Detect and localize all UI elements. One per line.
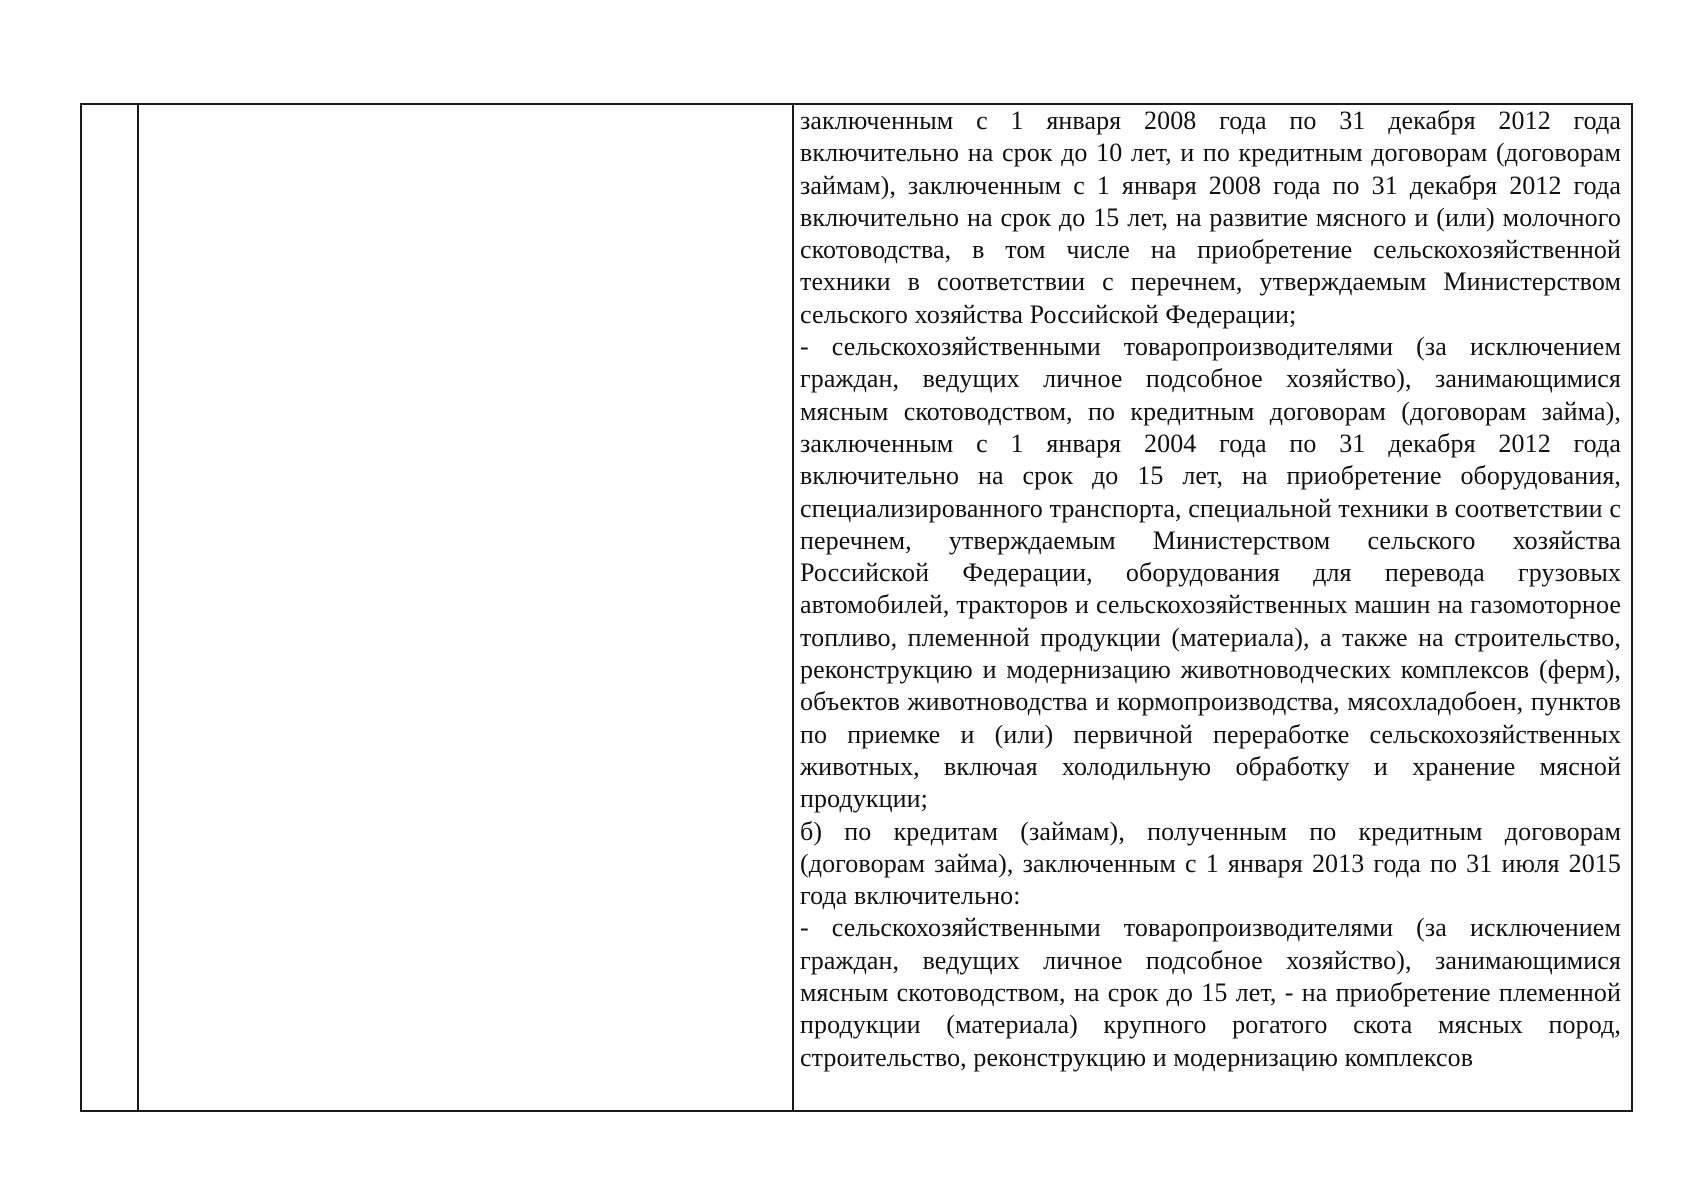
paragraph: б) по кредитам (займам), полученным по кредитным договорам (договорам займа), заключенным с 1 января 2013 года по 31 июля 2015 года включительно:: [800, 816, 1621, 911]
column-divider-1: [137, 105, 139, 1110]
paragraph: - сельскохозяйственными товаропроизводителями (за исключением граждан, ведущих личное подсобное хозяйство), занимающимися мясным скотоводством, по кредитным договорам (договорам займа), заключенным с 1 января 2004 года по 31 декабря 2012 года включительно на срок до 15 лет, на приобретение оборудования, специализированного транспорта, специальной техники в соответствии с перечнем, утверждаемым Министерством сельского хозяйства Российской Федерации, оборудования для перевода грузовых автомобилей, тракторов и сельскохозяйственных машин на газомоторное топливо, племенной продукции (материала), а также на строительство, реконструкцию и модернизацию животноводческих комплексов (ферм), объектов животноводства и кормопроизводства, мясохладобоен, пунктов по приемке и (или) первичной переработке сельскохозяйственных животных, включая холодильную обработку и хранение мясной продукции;: [800, 332, 1621, 814]
paragraph: заключенным с 1 января 2008 года по 31 декабря 2012 года включительно на срок до 10 лет, и по кредитным договорам (договорам займам), заключенным с 1 января 2008 года по 31 декабря 2012 года включительно на срок до 15 лет, на развитие мясного и (или) молочного скотоводства, в том числе на приобретение сельскохозяйственной техники в соответствии с перечнем, утверждаемым Министерством сельского хозяйства Российской Федерации;: [800, 106, 1621, 329]
document-table: [80, 103, 1633, 1112]
paragraph: - сельскохозяйственными товаропроизводителями (за исключением граждан, ведущих личное подсобное хозяйство), занимающимися мясным скотоводством, на срок до 15 лет, - на приобретение племенной продукции (материала) крупного рогатого скота мясных пород, строительство, реконструкцию и модернизацию комплексов: [800, 913, 1621, 1072]
text-cell: [800, 105, 1621, 1110]
column-divider-2: [792, 105, 794, 1110]
